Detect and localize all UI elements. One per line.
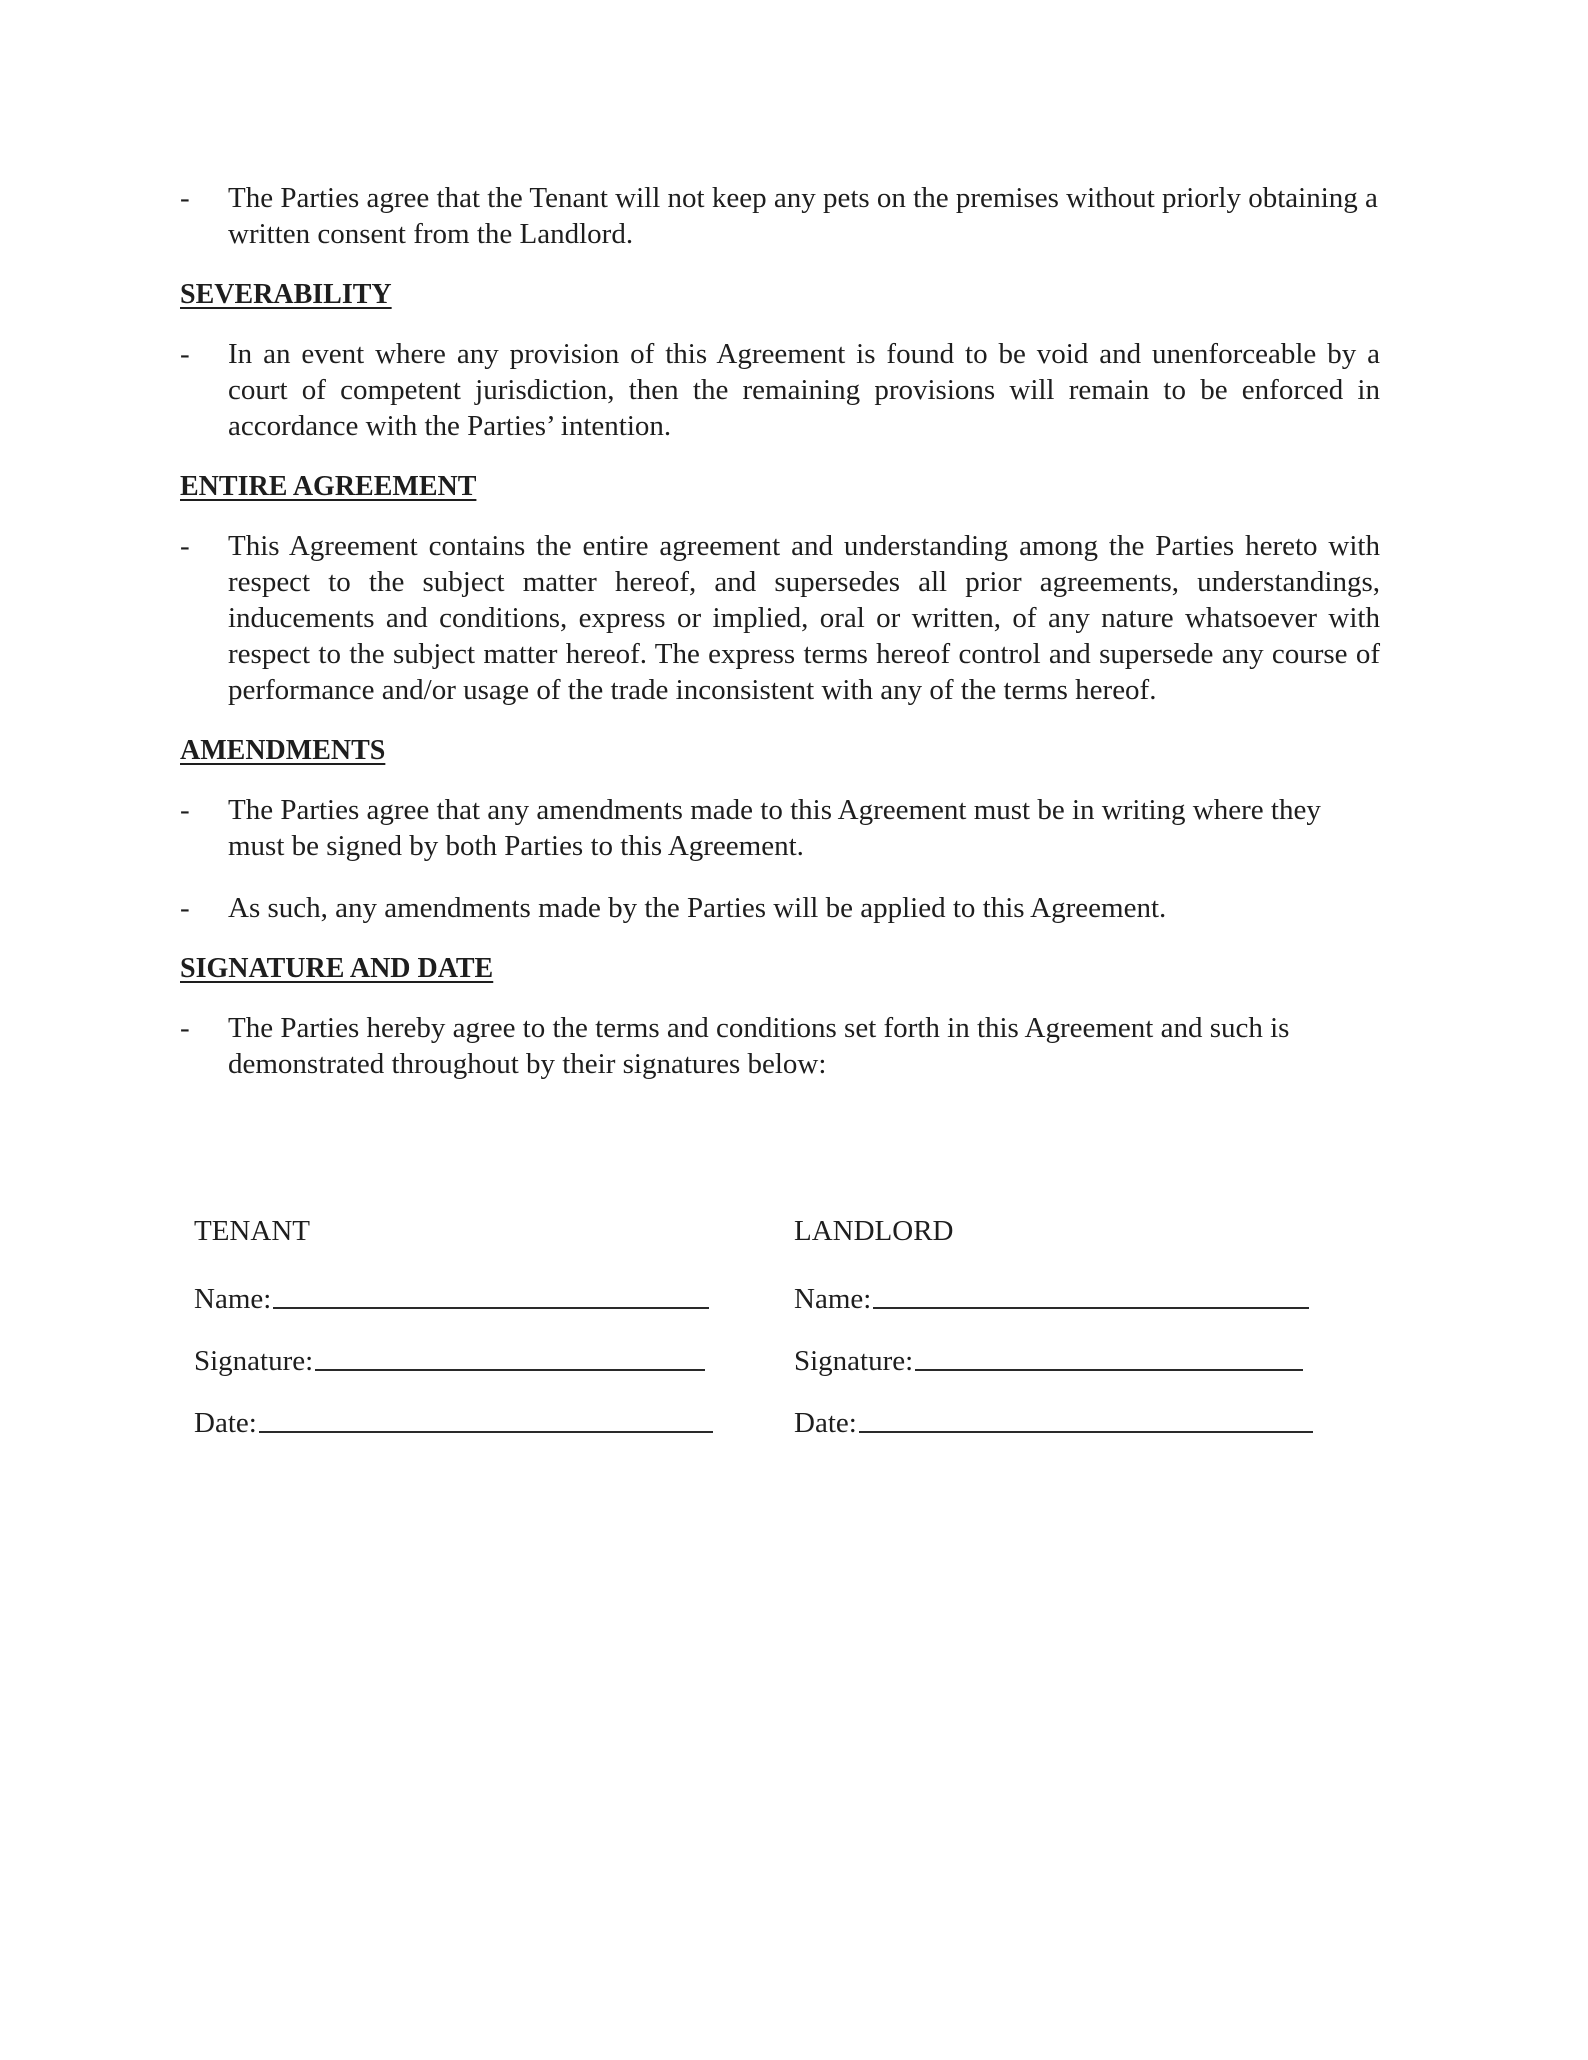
landlord-title: LANDLORD [794,1215,954,1247]
severability-text: In an event where any provision of this Agreement is found to be void and unenforceable by a court of competent jurisdiction, then the remaining provisions will remain to be enforced in accordance with the Parties’ intention. [228,338,1380,442]
landlord-column-title [794,1215,1394,1248]
amendments-heading: AMENDMENTS [180,735,386,766]
pets-clause-item [180,180,1380,252]
landlord-signature-field[interactable] [794,1345,1394,1378]
tenant-date-field[interactable] [194,1407,794,1440]
tenant-date-label: Date: [194,1407,257,1439]
severability-heading: SEVERABILITY [180,279,392,310]
signature-and-date-item [180,1010,1380,1082]
bullet-dash: - [180,794,190,826]
bullet-dash: - [180,182,190,214]
amendments-text-1: The Parties agree that any amendments made to this Agreement must be in writing where they must be signed by both Parties to this Agreement. [228,794,1321,862]
landlord-date-label: Date: [794,1407,857,1439]
signature-block [194,1202,1394,1440]
tenant-column-title [194,1215,794,1248]
spacer [180,1108,1380,1202]
landlord-signature-label: Signature: [794,1345,914,1377]
tenant-signature-field[interactable] [194,1345,794,1378]
tenant-date-line[interactable] [259,1430,713,1433]
severability-item [180,336,1380,444]
signature-and-date-text: The Parties hereby agree to the terms and conditions set forth in this Agreement and such is demonstrated throughout by their signatures below: [228,1012,1290,1080]
landlord-name-label: Name: [794,1283,872,1315]
document-body [180,180,1380,1440]
date-row [194,1378,1394,1440]
landlord-date-line[interactable] [859,1430,1313,1433]
tenant-signature-label: Signature: [194,1345,314,1377]
bullet-dash: - [180,1012,190,1044]
signature-row [194,1316,1394,1378]
tenant-name-label: Name: [194,1283,272,1315]
bullet-dash: - [180,530,190,562]
name-row [194,1254,1394,1316]
tenant-title: TENANT [194,1215,310,1247]
amendments-item-2 [180,890,1380,926]
amendments-item-1 [180,792,1380,864]
landlord-signature-line[interactable] [915,1368,1303,1371]
tenant-name-line[interactable] [273,1306,709,1309]
signature-and-date-heading: SIGNATURE AND DATE [180,953,494,984]
bullet-dash: - [180,338,190,370]
entire-agreement-item [180,528,1380,708]
landlord-name-line[interactable] [873,1306,1309,1309]
entire-agreement-text: This Agreement contains the entire agreement and understanding among the Parties hereto with respect to the subject matter hereof, and supersedes all prior agreements, understandings, inducements and conditions, express or implied, oral or written, of any nature whatsoever with respect to the subject matter hereof. The express terms hereof control and supersede any course of performance and/or usage of the trade inconsistent with any of the terms hereof. [228,530,1380,706]
landlord-date-field[interactable] [794,1407,1394,1440]
tenant-name-field[interactable] [194,1283,794,1316]
signature-block-titles [194,1202,1394,1248]
tenant-signature-line[interactable] [315,1368,705,1371]
bullet-dash: - [180,892,190,924]
landlord-name-field[interactable] [794,1283,1394,1316]
entire-agreement-heading: ENTIRE AGREEMENT [180,471,477,502]
pets-clause-text: The Parties agree that the Tenant will not keep any pets on the premises without priorly obtaining a written consent from the Landlord. [228,182,1378,250]
amendments-text-2: As such, any amendments made by the Parties will be applied to this Agreement. [228,892,1167,924]
